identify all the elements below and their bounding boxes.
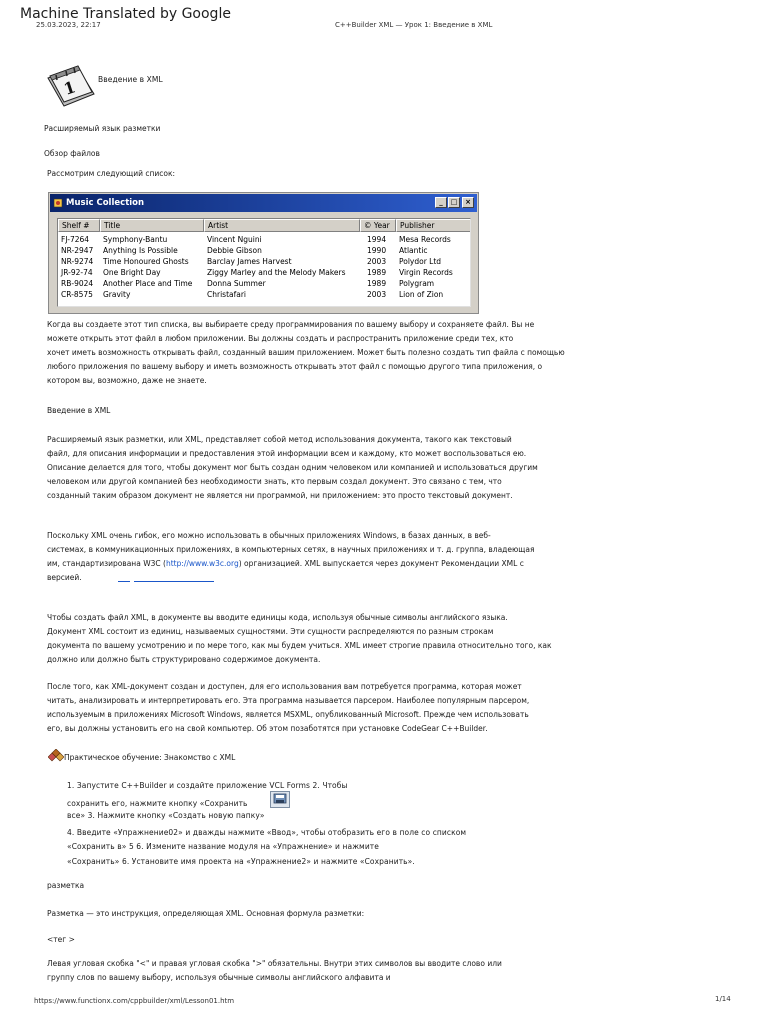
paragraph-line: Расширяемый язык разметки, или XML, представляет собой метод использования документа, такого как текстовый [47, 435, 512, 444]
paragraph-xml-flexibility [47, 529, 607, 585]
step-line: сохранить его, нажмите кнопку «Сохранить [67, 799, 248, 808]
paragraph-line: можете открыть этот файл в любом приложении. Вы должны создать и распространить приложение среди тех, кто [47, 334, 514, 343]
paragraph-line: котором вы, возможно, даже не знаете. [47, 376, 207, 385]
cell-title: Anything Is Possible [103, 246, 178, 255]
paragraph-line: Описание делается для того, чтобы документ мог быть создан одним человеком или компанией и использоваться другим [47, 463, 538, 472]
cell-year: 1989 [367, 279, 387, 288]
paragraph-create-xml [47, 611, 607, 667]
paragraph-xml-definition [47, 433, 607, 503]
paragraph-line: системах, в коммуникационных приложениях, в компьютерных сетях, в научных приложениях и т. д. группа, владеющая [47, 545, 535, 554]
w3c-link[interactable]: http://www.w3c.org [165, 559, 239, 568]
step-line: все» 3. Нажмите кнопку «Создать новую папку» [67, 811, 265, 820]
paragraph-line: документа по вашему усмотрению и по мере того, как мы будем учиться. XML имеет строгие правила относительно того, как [47, 641, 552, 650]
cell-artist: Debbie Gibson [207, 246, 262, 255]
paragraph-line: Документ XML состоит из единиц, называемых сущностями. Эти сущности распределяются по разным строкам [47, 627, 494, 636]
table-row[interactable] [58, 234, 470, 245]
cell-artist: Barclay James Harvest [207, 257, 292, 266]
cell-artist: Christafari [207, 290, 247, 299]
cell-title: Another Place and Time [103, 279, 193, 288]
link-underline [118, 581, 130, 582]
paragraph-line: любого приложения по вашему выбору и иметь возможность открывать этот файл с помощью другого типа приложения, о [47, 362, 543, 371]
paragraph-line: созданный таким образом документ не является ни программой, ни приложением: это просто текстовый документ. [47, 491, 513, 500]
cell-shelf: NR-9274 [61, 257, 94, 266]
paragraph-line: группу слов по вашему выбору, используя обычные символы английского алфавита и [47, 973, 391, 982]
cell-shelf: NR-2947 [61, 246, 94, 255]
column-year[interactable]: © Year [360, 219, 396, 232]
column-shelf[interactable]: Shelf # [58, 219, 100, 232]
svg-text:1: 1 [61, 77, 78, 99]
cell-year: 2003 [367, 257, 387, 266]
paragraph-line: хочет иметь возможность открывать файл, созданный вашим приложением. Может быть полезно создать тип файла с помощью [47, 348, 565, 357]
paragraph-line: Чтобы создать файл XML, в документе вы вводите единицы кода, используя обычные символы английского языка. [47, 613, 508, 622]
column-artist[interactable]: Artist [204, 219, 360, 232]
text-before-link: им, стандартизирована W3C ( [47, 559, 166, 568]
cell-year: 1990 [367, 246, 387, 255]
paragraph-line: Левая угловая скобка "<" и правая угловая скобка ">" обязательны. Внутри этих символов вы вводите слово или [47, 959, 502, 968]
paragraph-line: читать, анализировать и интерпретировать его. Эта программа называется парсером. Наиболее популярным парсером, [47, 696, 530, 705]
cell-shelf: FJ-7264 [61, 235, 90, 244]
maximize-button[interactable]: □ [448, 197, 460, 208]
step-line: «Сохранить» 6. Установите имя проекта на «Упражнение2» и нажмите «Сохранить». [67, 857, 415, 866]
list-header [58, 219, 470, 233]
cell-publisher: Virgin Records [399, 268, 453, 277]
cell-publisher: Atlantic [399, 246, 428, 255]
cell-publisher: Lion of Zion [399, 290, 444, 299]
paragraph-line: используемым в приложениях Microsoft Windows, является MSXML, опубликованный Microsoft. Прежде чем использовать [47, 710, 529, 719]
cell-year: 1994 [367, 235, 387, 244]
cell-year: 2003 [367, 290, 387, 299]
cell-title: One Bright Day [103, 268, 161, 277]
table-row[interactable] [58, 245, 470, 256]
cell-year: 1989 [367, 268, 387, 277]
markup-heading: разметка [47, 881, 85, 890]
section-intro-heading: Введение в XML [47, 406, 111, 415]
paragraph-line: После того, как XML-документ создан и доступен, для его использования вам потребуется программа, которая может [47, 682, 522, 691]
cell-publisher: Mesa Records [399, 235, 451, 244]
table-row[interactable] [58, 267, 470, 278]
app-icon [53, 198, 63, 208]
calendar-book-icon [44, 64, 98, 108]
cell-publisher: Polydor Ltd [399, 257, 442, 266]
paragraph-line: его, вы должны установить его на свой компьютер. Об этом позаботятся при установке CodeGear C++Builder. [47, 724, 488, 733]
footer-url[interactable]: https://www.functionx.com/cppbuilder/xml/Lesson01.htm [34, 997, 235, 1005]
markup-definition: Разметка — это инструкция, определяющая XML. Основная формула разметки: [47, 909, 365, 918]
step-line: 4. Введите «Упражнение02» и дважды нажмите «Ввод», чтобы отобразить его в поле со списком [67, 828, 467, 837]
cell-artist: Vincent Nguini [207, 235, 262, 244]
paragraph-parser [47, 680, 607, 736]
music-list-view[interactable] [57, 218, 471, 307]
window-title: Music Collection [66, 198, 145, 208]
practical-diamond-icon [48, 748, 64, 762]
paragraph-line: версией. [47, 573, 82, 582]
cell-shelf: RB-9024 [61, 279, 94, 288]
cell-shelf: CR-8575 [61, 290, 93, 299]
step-line: «Сохранить в» 5 6. Измените название модуля на «Упражнение» и нажмите [67, 842, 379, 851]
column-title[interactable]: Title [100, 219, 204, 232]
heading-consider: Рассмотрим следующий список: [47, 169, 175, 178]
heading-overview: Обзор файлов [44, 149, 100, 158]
lesson-label: Введение в XML [98, 75, 163, 84]
header-date: 25.03.2023, 22:17 [36, 21, 101, 29]
window-titlebar[interactable] [50, 194, 477, 212]
column-publisher[interactable]: Publisher [396, 219, 471, 232]
tag-example: <тег > [47, 935, 75, 944]
paragraph-line: человеком или другой компанией без необходимости знать, кто первым создал документ. Это связано с тем, что [47, 477, 502, 486]
heading-xml: Расширяемый язык разметки [44, 124, 161, 133]
cell-title: Symphony-Bantu [103, 235, 168, 244]
cell-artist: Donna Summer [207, 279, 266, 288]
table-row[interactable] [58, 256, 470, 267]
paragraph-line: Поскольку XML очень гибок, его можно использовать в обычных приложениях Windows, в базах данных, в веб- [47, 531, 491, 540]
text-after-link: ) организацией. XML выпускается через документ Рекомендации XML с [238, 559, 524, 568]
cell-artist: Ziggy Marley and the Melody Makers [207, 268, 346, 277]
cell-publisher: Polygram [399, 279, 435, 288]
music-collection-window [48, 192, 479, 314]
save-all-icon[interactable] [270, 791, 290, 808]
cell-title: Gravity [103, 290, 131, 299]
machine-translated-banner: Machine Translated by Google [20, 6, 231, 22]
paragraph-line: должно или должно быть структурировано содержимое документа. [47, 655, 321, 664]
table-row[interactable] [58, 289, 470, 300]
paragraph-file-overview [47, 318, 607, 388]
link-underline [134, 581, 214, 582]
cell-shelf: JR-92-74 [61, 268, 93, 277]
header-title: C++Builder XML — Урок 1: Введение в XML [335, 21, 493, 29]
step-line: 1. Запустите C++Builder и создайте приложение VCL Forms 2. Чтобы [67, 781, 348, 790]
paragraph-line [47, 557, 607, 571]
footer-page-number: 1/14 [715, 995, 731, 1003]
paragraph-line: файл, для описания информации и предоставления этой информации всем и каждому, кто может воспользоваться ею. [47, 449, 527, 458]
paragraph-line: Когда вы создаете этот тип списка, вы выбираете среду программирования по вашему выбору и сохраняете файл. Вы не [47, 320, 535, 329]
minimize-button[interactable]: _ [435, 197, 447, 208]
table-row[interactable] [58, 278, 470, 289]
practical-heading: Практическое обучение: Знакомство с XML [64, 753, 236, 762]
close-button[interactable]: × [462, 197, 474, 208]
cell-title: Time Honoured Ghosts [103, 257, 189, 266]
paragraph-angle-brackets [47, 957, 607, 985]
